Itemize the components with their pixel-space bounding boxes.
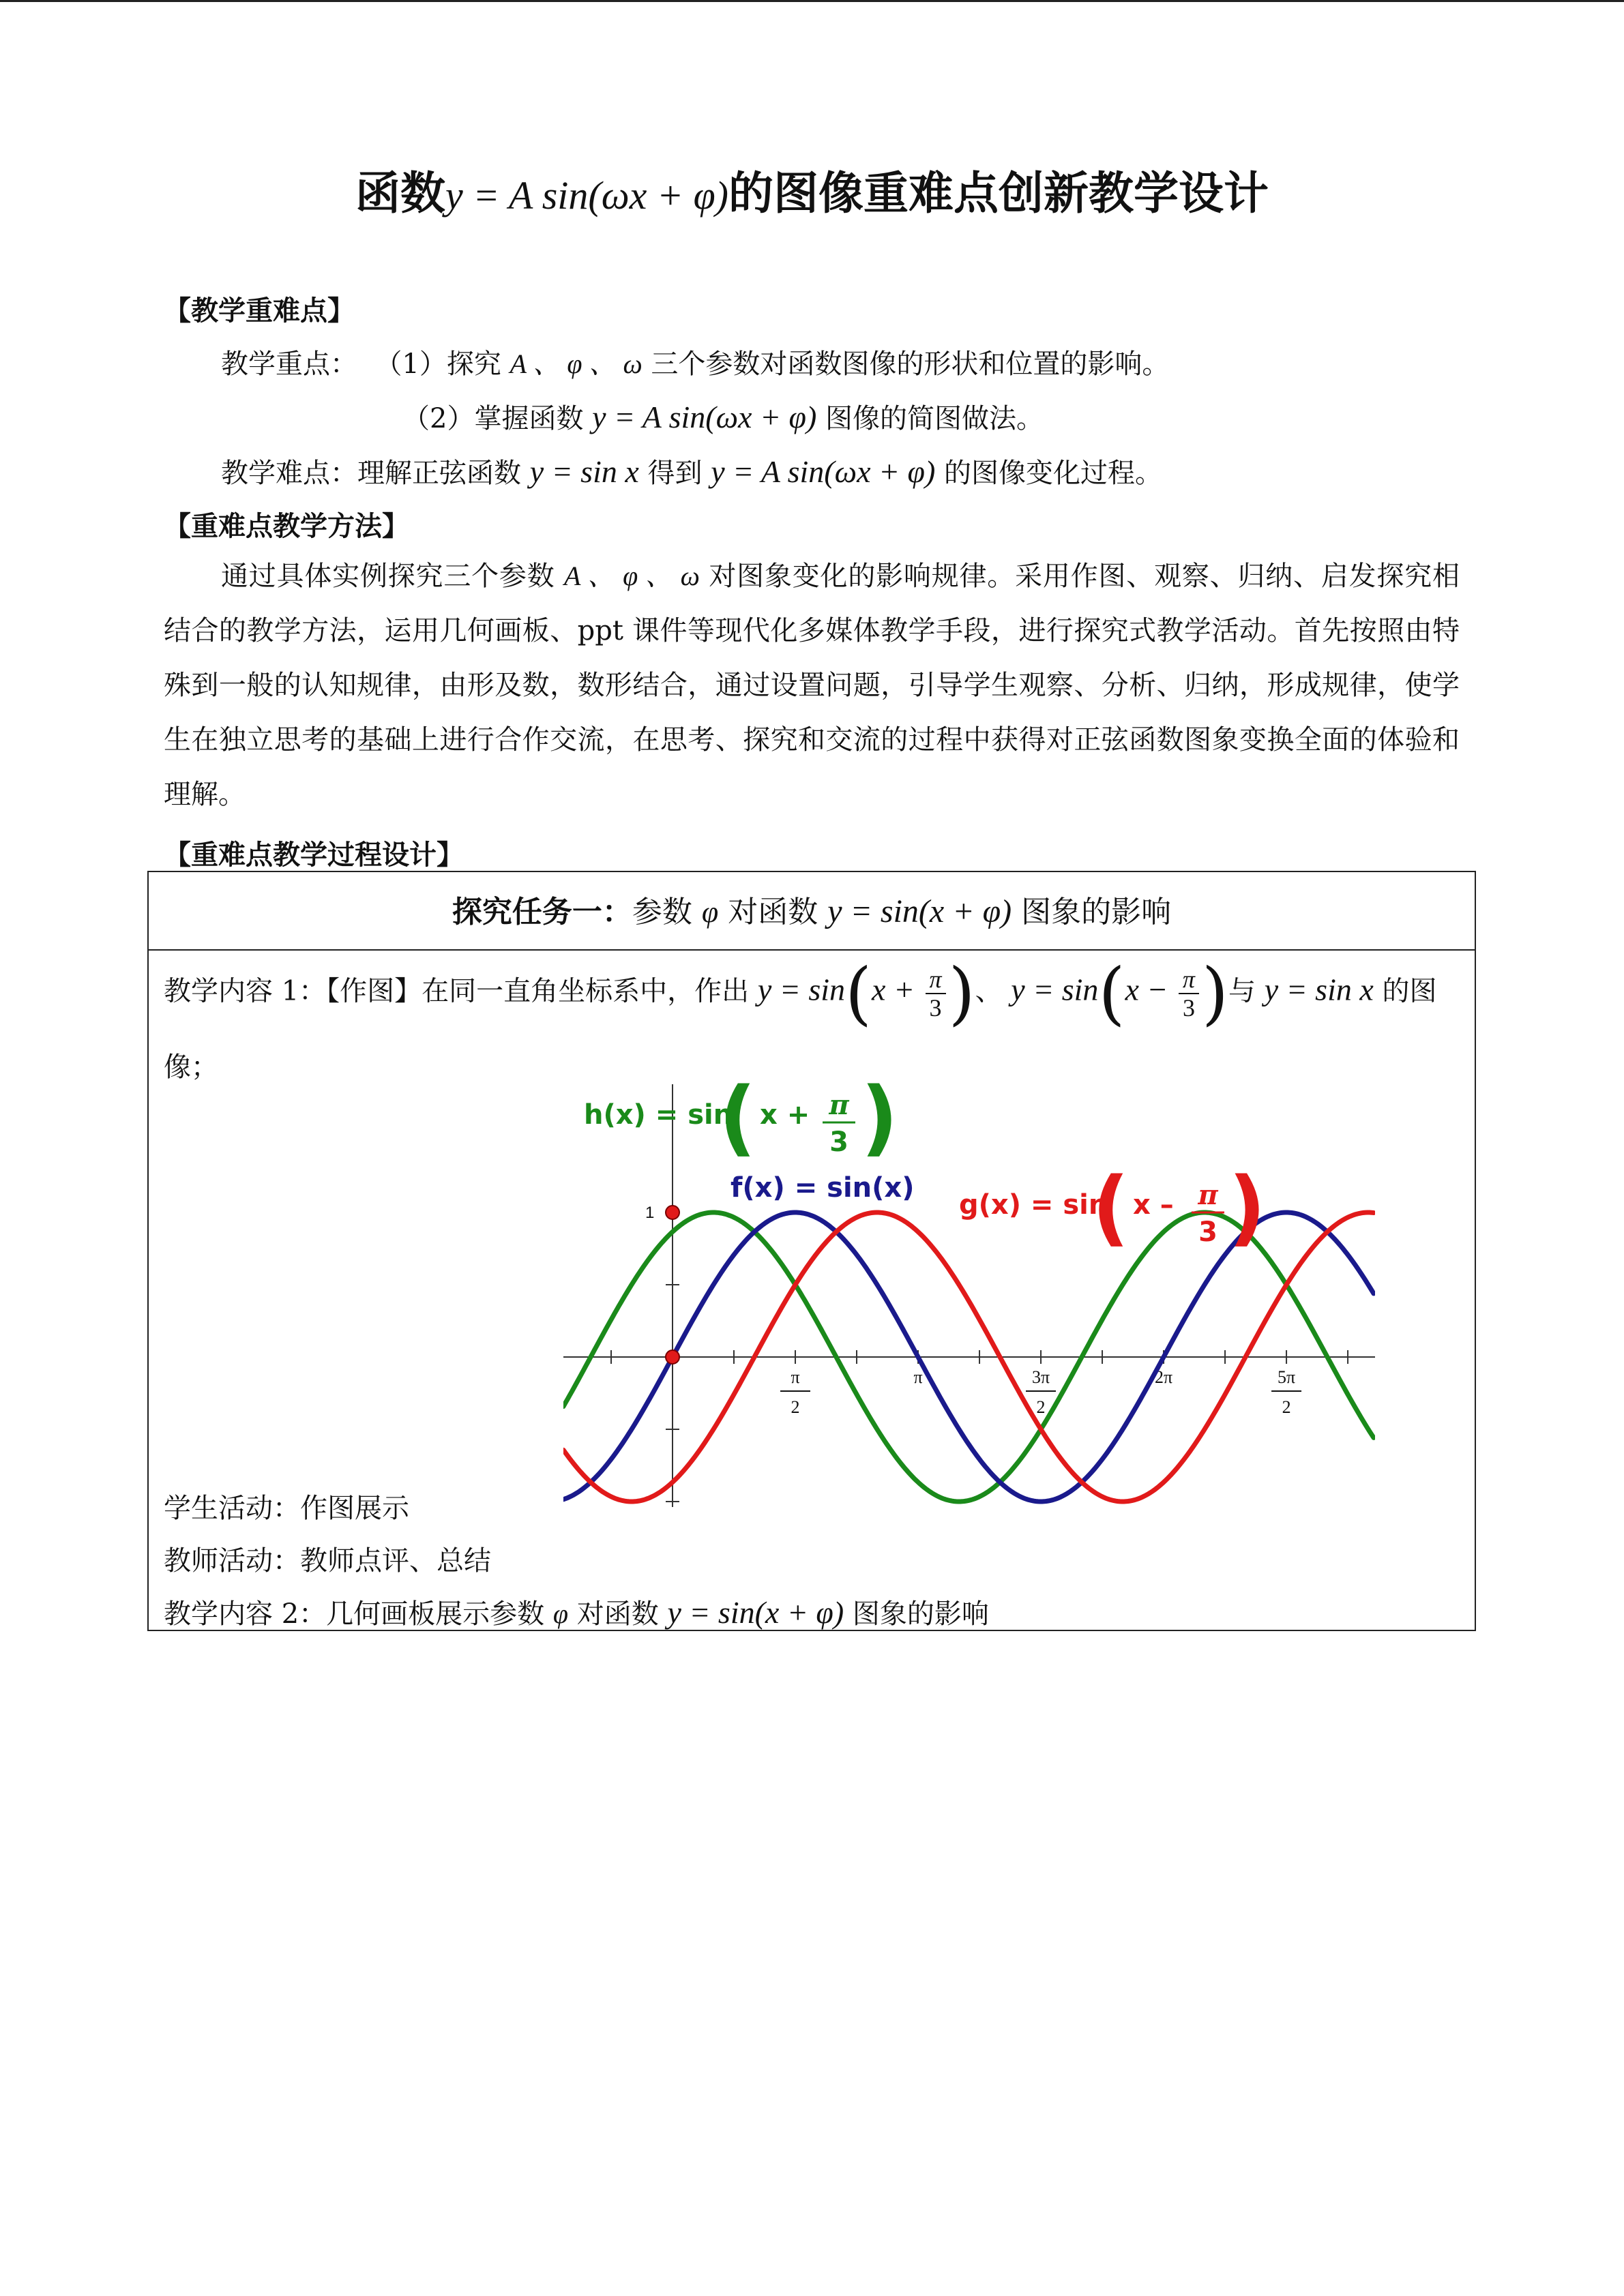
- teacher-activity: 教师活动：教师点评、总结: [164, 1545, 491, 1577]
- x-tick-label-den: 2: [1036, 1397, 1046, 1417]
- sine-phase-shift-chart: [563, 1077, 1375, 1514]
- g-paren-close: ): [1228, 1161, 1266, 1255]
- difficult-point: 教学难点：理解正弦函数 y = sin x 得到 y = A sin(ωx + φ) 的图像变化过程。: [221, 454, 1163, 489]
- h-frac-num: π: [829, 1089, 849, 1121]
- g-label: g(x) = sin: [959, 1189, 1108, 1221]
- marked-point: [666, 1206, 679, 1219]
- x-tick-label: 2π: [1154, 1367, 1173, 1387]
- x-tick-label: 5π: [1277, 1367, 1296, 1387]
- x-tick-label: 3π: [1031, 1367, 1050, 1387]
- g-frac-den: 3: [1198, 1217, 1217, 1248]
- x-tick-label: π: [913, 1367, 923, 1387]
- f-label: f(x) = sin(x): [730, 1172, 915, 1204]
- teaching-content-1-cont: 像；: [164, 1052, 218, 1083]
- g-paren-open: (: [1092, 1161, 1130, 1255]
- g-label-inner: x –: [1133, 1189, 1174, 1221]
- key-point-2: （2）掌握函数 y = A sin(ωx + φ) 图像的简图做法。: [402, 400, 1044, 434]
- page-top-border: [0, 0, 1624, 2]
- x-tick-label-den: 2: [1282, 1397, 1291, 1417]
- section-heading-key-points: 【教学重难点】: [164, 295, 355, 327]
- x-tick-label: π: [791, 1367, 800, 1387]
- h-label-inner: x +: [760, 1099, 810, 1131]
- y-tick-label: 1: [645, 1204, 655, 1222]
- teaching-content-1: 教学内容 1：【作图】在同一直角坐标系中，作出 y = sin(x + $\frac{\pi}{3}$ )、 y = sin(x − $\frac{\pi}{3}$ )与 y = sin x 的图: [164, 953, 1437, 1033]
- marked-point: [666, 1350, 679, 1364]
- h-paren-close: ): [861, 1077, 898, 1165]
- task-table-header: 探究任务一：参数 φ 对函数 y = sin(x + φ) 图象的影响: [149, 872, 1475, 951]
- teaching-content-2: 教学内容 2：几何画板展示参数 φ 对函数 y = sin(x + φ) 图象的影响: [164, 1595, 989, 1630]
- h-label: h(x) = sin: [584, 1099, 733, 1131]
- x-tick-label-den: 2: [791, 1397, 800, 1417]
- h-frac-den: 3: [829, 1127, 848, 1158]
- section-heading-process: 【重难点教学过程设计】: [164, 839, 464, 871]
- student-activity: 学生活动：作图展示: [164, 1493, 409, 1524]
- h-paren-open: (: [719, 1077, 756, 1165]
- section-heading-method: 【重难点教学方法】: [164, 511, 409, 542]
- g-frac-num: π: [1198, 1179, 1218, 1211]
- key-point-1: 教学重点： （1）探究 A 、 φ 、 ω 三个参数对函数图像的形状和位置的影响。: [221, 348, 1170, 380]
- page-title: 函数y = A sin(ωx + φ)的图像重难点创新教学设计: [355, 167, 1269, 220]
- method-paragraph: 通过具体实例探究三个参数 A 、 φ 、 ω 对图象变化的影响规律。采用作图、观察、归纳、启发探究相结合的教学方法，运用几何画板、ppt 课件等现代化多媒体教学手段，进行探究式教学活动。首先按照由特殊到一般的认知规律，由形及数，数形结合，通过设置问题，引导学生观察、分析、归纳，形成规律，使学生在独立思考的基础上进行合作交流，在思考、探究和交流的过程中获得对正弦函数图象变换全面的体验和理解。: [164, 561, 1460, 810]
